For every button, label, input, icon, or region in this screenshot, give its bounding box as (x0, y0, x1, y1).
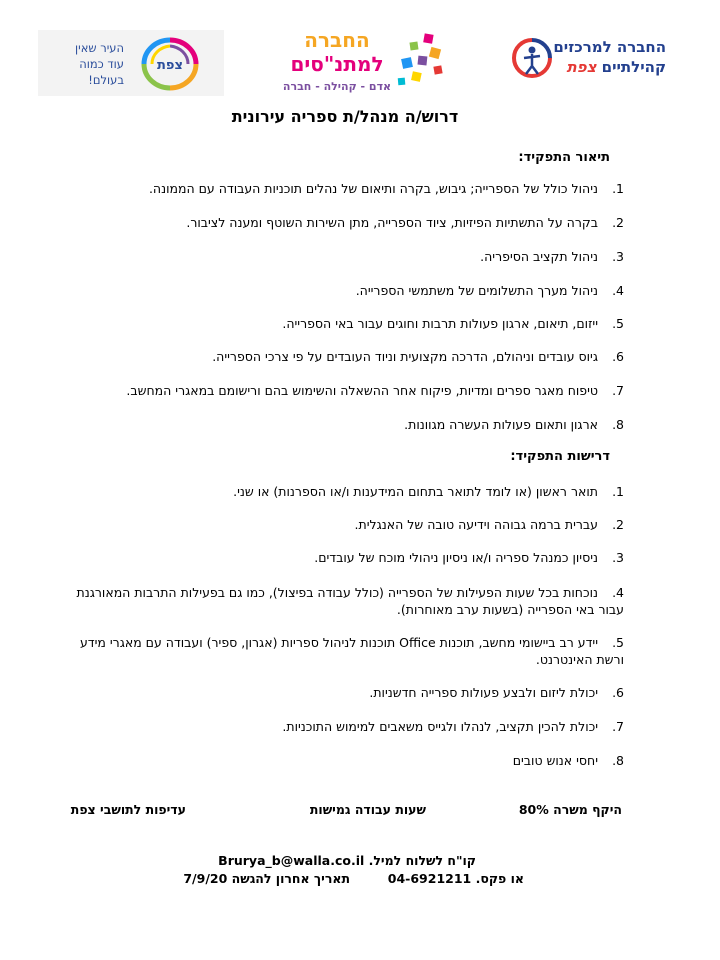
community-centers-logo (508, 32, 668, 88)
requirement-item: 6.יכולת ליזום ולבצע פעולות ספרייה חדשניות. (369, 685, 624, 700)
page-title: דרוש/ה מנהל/ת ספריה עירונית (231, 107, 459, 126)
requirement-item: 8.יחסי אנוש טובים (512, 753, 624, 768)
requirement-item: 1.תואר ראשון (או לומד לתואר בתחום המידענות ו/או הספרנות) או שני. (233, 484, 624, 499)
job-description-item: 5.ייזום, תיאום, ארגון פעולות תרבות וחוגים עבור באי הספרייה. (282, 316, 624, 331)
requirement-item: 3.ניסיון כמנהל ספריה ו/או ניסיון ניהולי מוכח של עובדים. (314, 550, 624, 565)
community-centers-emblem-icon (510, 36, 554, 80)
job-scope-text: היקף משרה 80% (518, 802, 622, 817)
safed-emblem-icon (130, 34, 210, 94)
job-description-heading: תיאור התפקיד: (518, 150, 610, 165)
matnasim-logo-line1: החברה (304, 28, 370, 52)
job-description-item: 3.ניהול תקציב הסיפריה. (480, 249, 624, 264)
job-description-item: 4.ניהול מערך התשלומים של משתמשי הספרייה. (355, 283, 624, 298)
community-centers-logo-line2: קהילתיים (601, 58, 666, 76)
cv-email-line: קו"ח לשלוח למיל. Brurya_b@walla.co.il (218, 853, 476, 868)
job-description-item: 6.גיוס עובדים וניהולם, הדרכה מקצועית וניוד העובדים על פי צרכי הספרייה. (212, 349, 624, 364)
job-description-item: 1.ניהול כולל של הספרייה; גיבוש, בקרה ותיאום של נהלים תוכניות העבודה עם הממונה. (148, 181, 624, 196)
requirement-item: 4.נוכחות בכל שעות הפעילות של הספרייה (כולל עבודה בפיצול), כמו גם בפעילות התרבות המאורגנת עבור באי הספרייה (בשעות ערב מאוחרות). (76, 585, 624, 617)
matnasim-logo-subtitle: אדם - קהילה - חברה (282, 80, 392, 93)
work-hours-text: שעות עבודה גמישות (309, 802, 426, 817)
colored-squares-icon (394, 32, 446, 92)
requirement-item: 7.יכולת להכין תקציב, לנהלו ולגייס משאבים למימוש התוכניות. (282, 719, 624, 734)
deadline-line: תאריך אחרון להגשה 7/9/20 (183, 871, 350, 886)
preference-text: עדיפות לתושבי צפת (70, 802, 186, 817)
safed-slogan-line2: עוד כמוה (79, 57, 124, 71)
requirements-heading: דרישות התפקיד: (510, 449, 610, 464)
matnasim-logo-line2: למתנ"סים (290, 52, 384, 76)
safed-slogan-line3: בעולם! (88, 73, 124, 87)
requirement-item: 2.עברית ברמה גבוהה וידיעה טובה של האנגלית. (354, 517, 624, 532)
community-centers-logo-safed: צפת (566, 58, 597, 76)
safed-city-logo (38, 30, 224, 96)
job-description-item: 8.ארגון ותאום פעולות העשרה מגוונות. (404, 417, 624, 432)
job-description-item: 2.בקרה על התשתיות הפיזיות, ציוד הספרייה, מתן השירות השוטף ומענה לציבור. (186, 215, 624, 230)
job-description-item: 7.טיפוח מאגר ספרים ומדיות, פיקוח אחר ההשאלה והשימוש בהם ורישומם במאגרי המחשב. (126, 383, 624, 398)
community-centers-logo-line1: החברה למרכזים (553, 38, 666, 56)
matnasim-logo (282, 28, 448, 100)
safed-emblem-text: צפת (157, 58, 183, 73)
requirement-item: 5.יידע רב ביישומי מחשב, תוכנות Office תוכנות לניהול ספריות (אגרון, ספיר) ועבודה עם מאגרי מידע ורשת האינטרנט. (79, 635, 624, 667)
safed-slogan-line1: העיר שאין (75, 41, 124, 55)
fax-line: או פקס. 04-6921211 (387, 871, 524, 886)
